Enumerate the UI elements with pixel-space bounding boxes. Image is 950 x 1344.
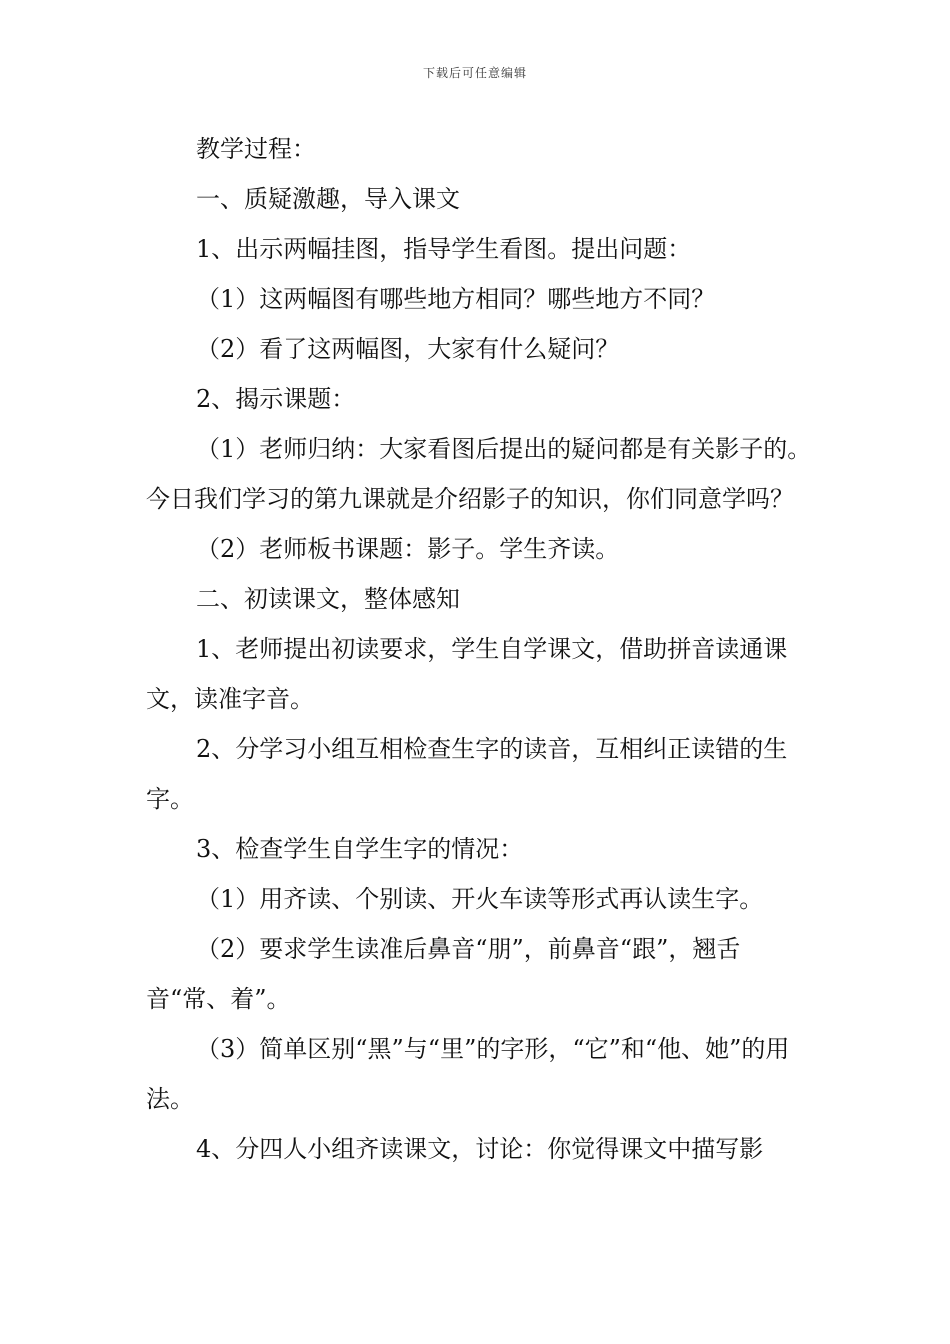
- paragraph-reading-requirement: 1、老师提出初读要求，学生自学课文，借助拼音读通课文，读准字音。: [146, 635, 788, 713]
- paragraph-group-discussion: 4、分四人小组齐读课文，讨论：你觉得课文中描写影: [196, 1135, 764, 1163]
- page-header: 下载后可任意编辑: [422, 66, 527, 80]
- paragraph-question-2: （2）看了这两幅图，大家有什么疑问？: [196, 335, 620, 363]
- paragraph-step-1: 1、出示两幅挂图，指导学生看图。提出问题：: [196, 235, 692, 263]
- paragraph-reading-forms: （1）用齐读、个别读、开火车读等形式再认读生字。: [196, 885, 764, 913]
- paragraph-group-check: 2、分学习小组互相检查生字的读音，互相纠正读错的生字。: [146, 735, 788, 813]
- paragraph-question-1: （1）这两幅图有哪些地方相同？哪些地方不同？: [196, 285, 716, 313]
- paragraph-section-two-heading: 二、初读课文，整体感知: [196, 585, 460, 613]
- document-body: [146, 124, 818, 1174]
- paragraph-character-distinction: （3）简单区别“黑”与“里”的字形，“它”和“他、她”的用法。: [146, 1035, 790, 1113]
- paragraph-blackboard: （2）老师板书课题：影子。学生齐读。: [196, 535, 620, 563]
- paragraph-step-2: 2、揭示课题：: [196, 385, 356, 413]
- paragraph-summary: （1）老师归纳：大家看图后提出的疑问都是有关影子的。今日我们学习的第九课就是介绍影子的知识，你们同意学吗？: [146, 435, 812, 513]
- paragraph-teaching-process: 教学过程：: [196, 135, 316, 163]
- paragraph-section-one-heading: 一、质疑激趣，导入课文: [196, 185, 460, 213]
- paragraph-self-study-check: 3、检查学生自学生字的情况：: [196, 835, 524, 863]
- paragraph-pronunciation: （2）要求学生读准后鼻音“朋”，前鼻音“跟”，翘舌音“常、着”。: [146, 935, 741, 1013]
